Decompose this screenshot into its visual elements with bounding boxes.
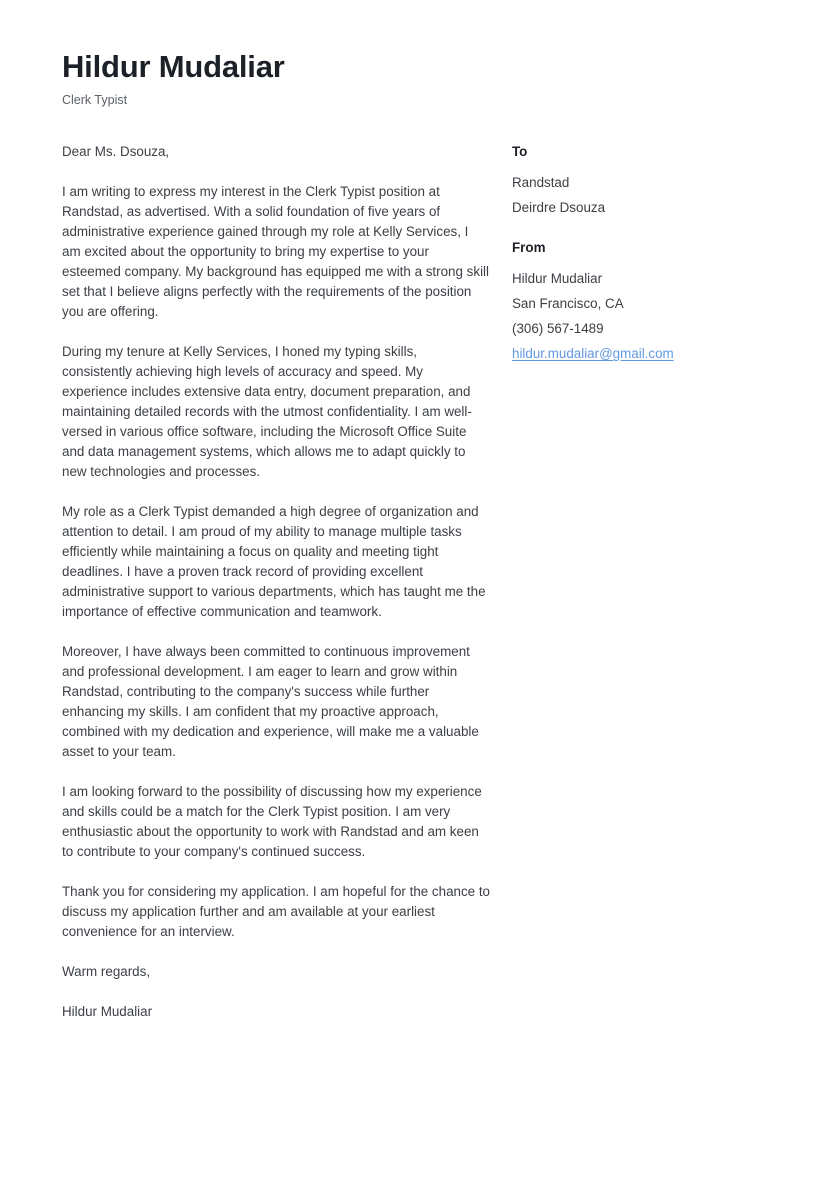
sender-block: [512, 238, 793, 364]
letter-paragraph: During my tenure at Kelly Services, I honed my typing skills, consistently achieving high levels of accuracy and speed. My experience includes extensive data entry, document preparation, and maintaining detailed records with the utmost confidentiality. I am well-versed in various office software, including the Microsoft Office Suite and data management systems, which allows me to adapt quickly to new technologies and processes.: [62, 344, 472, 479]
recipient-block: [512, 142, 793, 218]
sender-heading: From: [512, 240, 546, 255]
recipient-company: Randstad: [512, 175, 570, 190]
sender-name: Hildur Mudaliar: [512, 271, 603, 286]
letter-closing: Warm regards,: [62, 964, 151, 979]
letter-signature: Hildur Mudaliar: [62, 1004, 153, 1019]
recipient-heading: To: [512, 144, 528, 159]
letter-paragraph: I am looking forward to the possibility of discussing how my experience and skills could be a match for the Clerk Typist position. I am very enthusiastic about the opportunity to work with Randstad and am keen to contribute to your company's continued success.: [62, 784, 482, 859]
letter-body-column: [0, 142, 506, 1022]
recipient-name: Deirdre Dsouza: [512, 200, 606, 215]
letter-header: [62, 50, 762, 108]
letter-paragraph: Thank you for considering my application. I am hopeful for the chance to discuss my application further and am available at your earliest convenience for an interview.: [62, 884, 490, 939]
letter-paragraph: My role as a Clerk Typist demanded a high degree of organization and attention to detail. I am proud of my ability to manage multiple tasks efficiently while maintaining a focus on quality and meeting tight deadlines. I have a proven track record of providing excellent administrative support to various departments, which has taught me the importance of effective communication and teamwork.: [62, 504, 486, 619]
candidate-job-title: Clerk Typist: [62, 92, 128, 107]
letter-paragraph: Moreover, I have always been committed to continuous improvement and professional development. I am eager to learn and grow within Randstad, contributing to the company's success while further enhancing my skills. I am confident that my proactive approach, combined with my dedication and experience, will make me a valuable asset to your team.: [62, 644, 479, 759]
letter-content: [0, 142, 833, 1022]
salutation: Dear Ms. Dsouza,: [62, 144, 170, 159]
sender-email-link[interactable]: hildur.mudaliar@gmail.com: [512, 346, 674, 361]
letter-paragraph: I am writing to express my interest in the Clerk Typist position at Randstad, as advertised. With a solid foundation of five years of administrative experience gained through my role at Kelly Services, I am excited about the opportunity to bring my expertise to your esteemed company. My background has equipped me with a strong skill set that I believe aligns perfectly with the requirements of the position you are offering.: [62, 184, 489, 319]
sender-location: San Francisco, CA: [512, 296, 624, 311]
sender-phone: (306) 567-1489: [512, 321, 604, 336]
letter-meta-column: [506, 142, 833, 364]
page-title: Hildur Mudaliar: [62, 49, 285, 84]
